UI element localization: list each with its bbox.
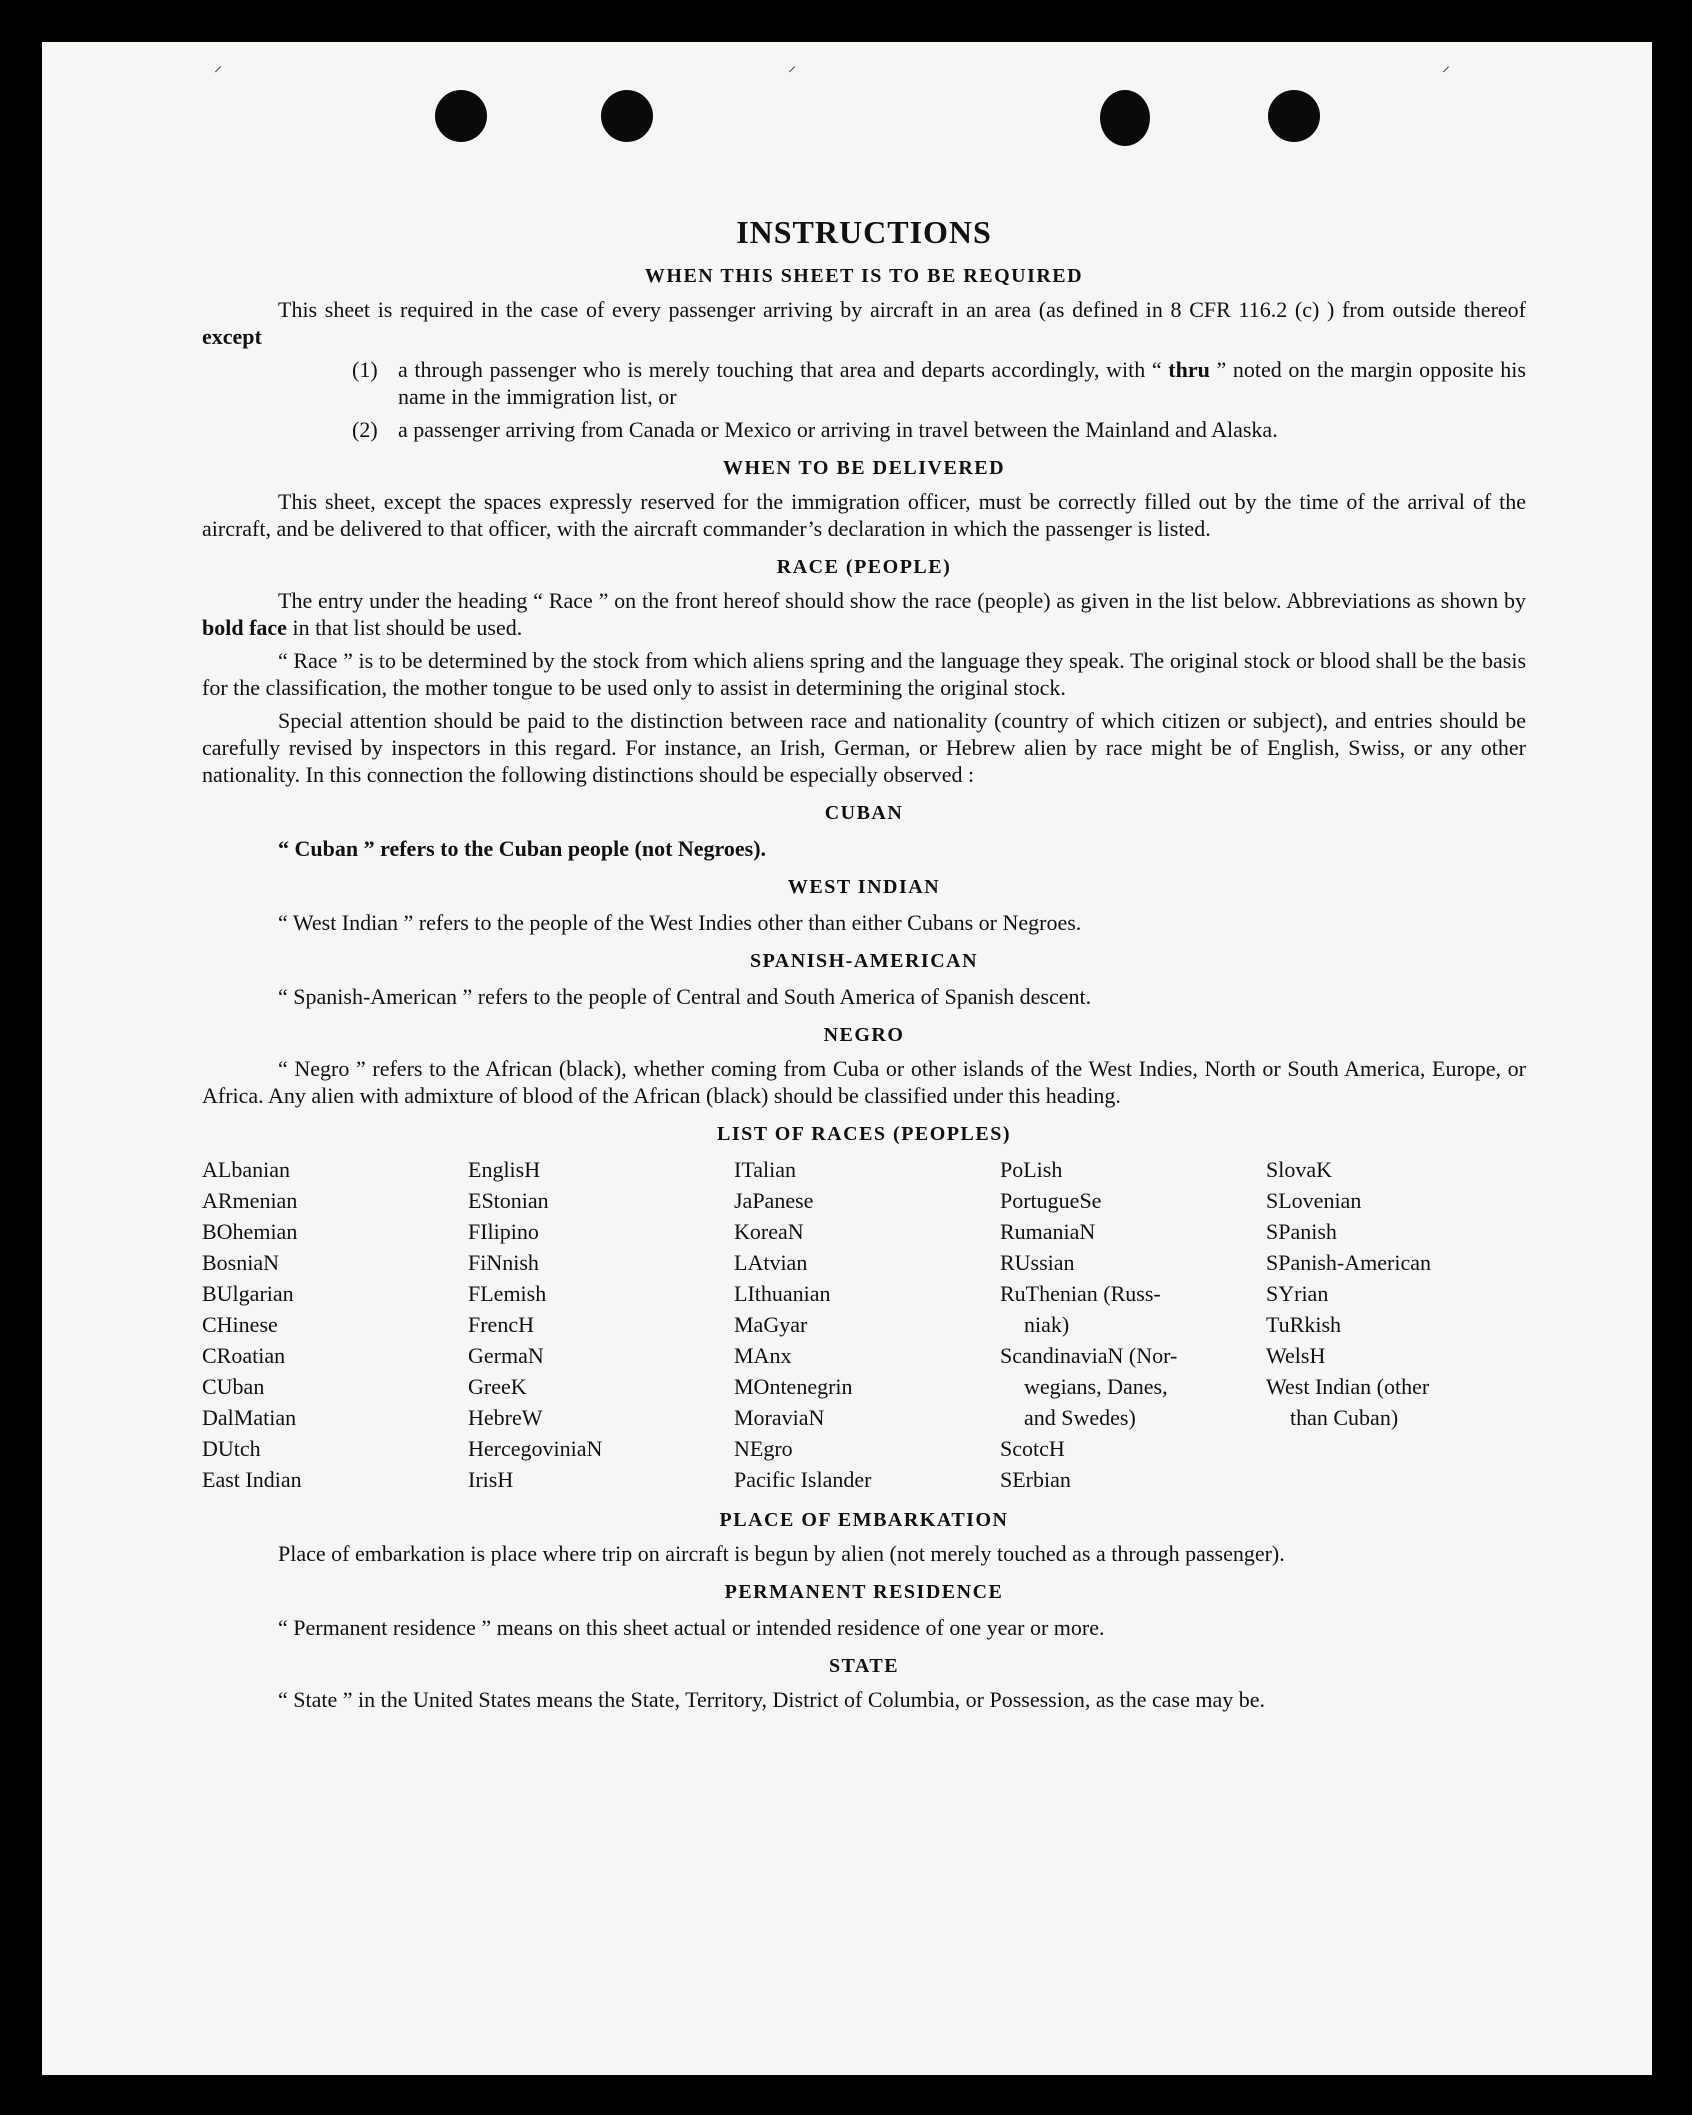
section-heading: LIST OF RACES (PEOPLES)	[716, 1123, 1011, 1145]
race-entry: and Swedes)	[1024, 1405, 1136, 1430]
section-heading: WHEN THIS SHEET IS TO BE REQUIRED	[644, 265, 1084, 287]
definition: “ West Indian ” refers to the people of the West Indies other than either Cubans or Negroes.	[278, 910, 1082, 935]
race-entry: SYrian	[1266, 1281, 1329, 1306]
race-entry: PoLish	[1000, 1157, 1063, 1182]
race-entry: MOntenegrin	[734, 1374, 853, 1399]
race-entry: FIlipino	[468, 1219, 539, 1244]
race-entry: BosniaN	[202, 1250, 279, 1275]
paragraph: “ Negro ” refers to the African (black), whether coming from Cuba or other islands of the West Indies, North or South America, Europe, or Africa. Any alien with admixture of blood of the African (black) should be classified under this heading.	[202, 1056, 1526, 1108]
race-entry: CHinese	[202, 1312, 278, 1337]
section-heading: NEGRO	[823, 1024, 905, 1046]
race-entry: FrencH	[468, 1312, 534, 1337]
punch-hole	[1268, 90, 1320, 142]
paragraph: This sheet is required in the case of every passenger arriving by aircraft in an area (as defined in 8 CFR 116.2 (c) ) from outside thereof except	[202, 297, 1526, 349]
paragraph: Place of embarkation is place where trip on aircraft is begun by alien (not merely touched as a through passenger).	[278, 1541, 1285, 1566]
race-entry: KoreaN	[734, 1219, 804, 1244]
race-entry: BUlgarian	[202, 1281, 294, 1306]
race-entry: PortugueSe	[1000, 1188, 1102, 1213]
race-entry: DalMatian	[202, 1405, 297, 1430]
race-entry: RUssian	[1000, 1250, 1075, 1275]
race-entry	[1266, 1433, 1526, 1464]
race-entry: GermaN	[468, 1343, 544, 1368]
scan-mark: ⸝	[214, 58, 223, 75]
section-heading: WEST INDIAN	[787, 876, 941, 898]
race-entry: ALbanian	[202, 1157, 290, 1182]
section-heading: PERMANENT RESIDENCE	[724, 1581, 1004, 1603]
definition: “ Permanent residence ” means on this sheet actual or intended residence of one year or more.	[278, 1615, 1105, 1640]
punch-hole	[1100, 90, 1150, 146]
section-heading: WHEN TO BE DELIVERED	[722, 457, 1006, 479]
race-entry: HercegoviniaN	[468, 1436, 603, 1461]
race-entry: MAnx	[734, 1343, 792, 1368]
race-entry: BOhemian	[202, 1219, 298, 1244]
document-page	[42, 42, 1652, 2075]
race-entry: SPanish	[1266, 1219, 1337, 1244]
race-entry: HebreW	[468, 1405, 543, 1430]
punch-hole	[435, 90, 487, 142]
section-heading: SPANISH-AMERICAN	[749, 950, 979, 972]
punch-hole	[601, 90, 653, 142]
race-entry: IrisH	[468, 1467, 514, 1492]
race-entry: MaGyar	[734, 1312, 808, 1337]
section-heading: RACE (PEOPLE)	[776, 556, 952, 578]
race-entry: ScotcH	[1000, 1436, 1065, 1461]
race-entry: CRoatian	[202, 1343, 286, 1368]
race-entry: MoraviaN	[734, 1405, 825, 1430]
race-entry: ARmenian	[202, 1188, 298, 1213]
race-entry: CUban	[202, 1374, 265, 1399]
race-entry	[1266, 1464, 1526, 1495]
race-entry: RumaniaN	[1000, 1219, 1096, 1244]
list-item: (2) a passenger arriving from Canada or Mexico or arriving in travel between the Mainland and Alaska.	[352, 417, 1278, 442]
race-entry: West Indian (other	[1266, 1374, 1430, 1399]
race-entry: SErbian	[1000, 1467, 1071, 1492]
race-entry: niak)	[1024, 1312, 1070, 1337]
race-entry: FiNnish	[468, 1250, 539, 1275]
section-heading: PLACE OF EMBARKATION	[719, 1509, 1009, 1531]
paragraph: This sheet, except the spaces expressly reserved for the immigration officer, must be correctly filled out by the time of the arrival of the aircraft, and be delivered to that officer, with the aircraft commander’s declaration in which the passenger is listed.	[202, 489, 1526, 541]
section-heading: STATE	[828, 1655, 900, 1677]
race-entry: SLovenian	[1266, 1188, 1362, 1213]
races-list	[202, 1154, 1526, 1495]
race-entry: WelsH	[1266, 1343, 1326, 1368]
race-entry: wegians, Danes,	[1024, 1374, 1168, 1399]
race-entry: SlovaK	[1266, 1157, 1332, 1182]
race-entry: GreeK	[468, 1374, 527, 1399]
paragraph: The entry under the heading “ Race ” on the front hereof should show the race (people) as given in the list below. Abbreviations as shown by bold face in that list should be used.	[202, 588, 1526, 640]
race-entry: TuRkish	[1266, 1312, 1342, 1337]
race-entry: JaPanese	[734, 1188, 814, 1213]
section-heading: CUBAN	[824, 802, 904, 824]
definition: “ Cuban ” refers to the Cuban people (not Negroes).	[278, 836, 767, 861]
race-entry: LIthuanian	[734, 1281, 831, 1306]
race-entry: EStonian	[468, 1188, 549, 1213]
page-content	[202, 170, 1526, 1719]
page-title: INSTRUCTIONS	[736, 214, 992, 250]
race-entry: EnglisH	[468, 1157, 541, 1182]
scan-mark: ⸝	[788, 58, 797, 75]
race-entry: SPanish-American	[1266, 1250, 1431, 1275]
race-entry: East Indian	[202, 1467, 302, 1492]
paragraph: “ State ” in the United States means the State, Territory, District of Columbia, or Possession, as the case may be.	[278, 1687, 1266, 1712]
race-entry: FLemish	[468, 1281, 547, 1306]
list-item: (1) a through passenger who is merely touching that area and departs accordingly, with “ thru ” noted on the margin opposite his name in the immigration list, or	[352, 357, 1526, 409]
paragraph: “ Race ” is to be determined by the stock from which aliens spring and the language they speak. The original stock or blood shall be the basis for the classification, the mother tongue to be used only to assist in determining the original stock.	[202, 648, 1526, 700]
race-entry: LAtvian	[734, 1250, 808, 1275]
race-entry: ITalian	[734, 1157, 796, 1182]
race-entry: DUtch	[202, 1436, 261, 1461]
race-entry: than Cuban)	[1290, 1405, 1399, 1430]
race-entry: RuThenian (Russ-	[1000, 1281, 1161, 1306]
scan-mark: ⸝	[1442, 58, 1451, 75]
race-entry: ScandinaviaN (Nor-	[1000, 1343, 1178, 1368]
paragraph: Special attention should be paid to the distinction between race and nationality (country of which citizen or subject), and entries should be carefully revised by inspectors in this regard. For instance, an Irish, German, or Hebrew alien by race might be of English, Swiss, or any other nationality. In this connection the following distinctions should be especially observed :	[202, 708, 1526, 787]
race-entry: Pacific Islander	[734, 1467, 872, 1492]
race-entry: NEgro	[734, 1436, 793, 1461]
definition: “ Spanish-American ” refers to the people of Central and South America of Spanish descent.	[278, 984, 1092, 1009]
